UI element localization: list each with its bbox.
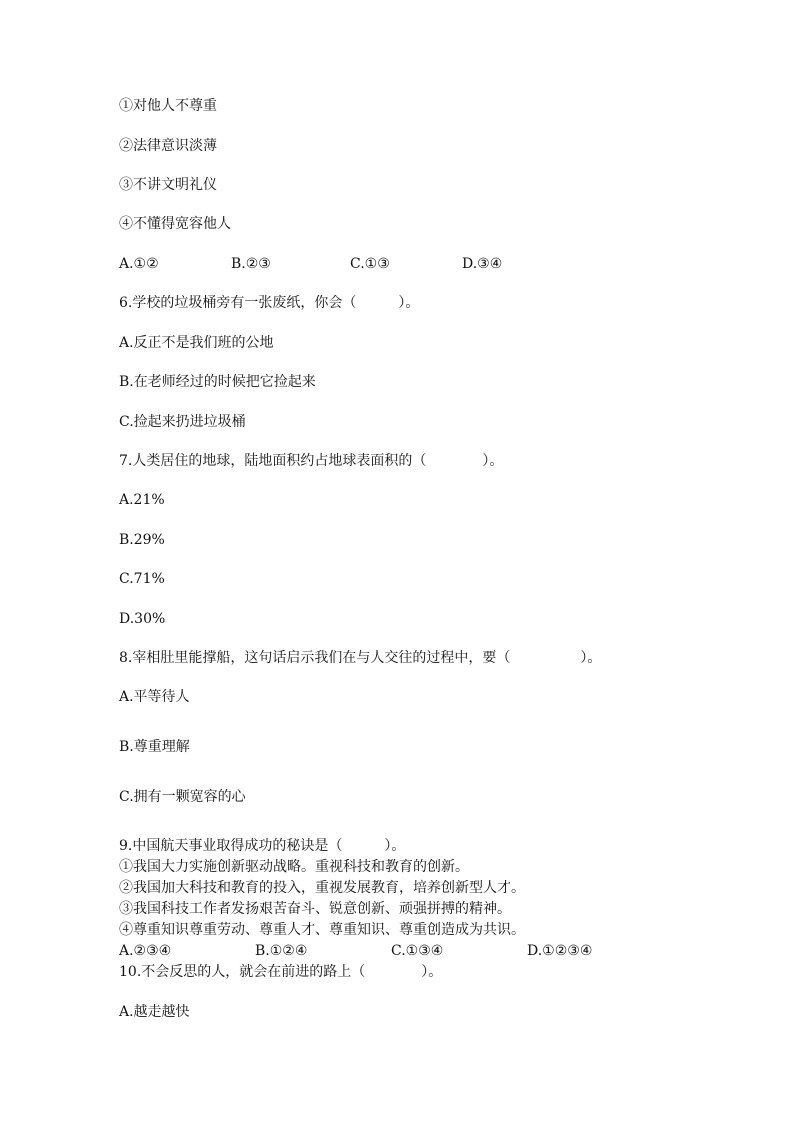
q9-stem: 9.中国航天事业取得成功的秘诀是（ ）。 (119, 838, 406, 854)
q8-option-c: C.拥有一颗宽容的心 (119, 789, 246, 805)
q5-item-3: ③不讲文明礼仪 (119, 177, 217, 193)
q5-item-1: ①对他人不尊重 (119, 98, 217, 114)
q6-option-b: B.在老师经过的时候把它捡起来 (119, 374, 316, 390)
q5-item-4: ④不懂得宽容他人 (119, 216, 231, 232)
q8-option-b: B.尊重理解 (119, 739, 190, 755)
q8-option-a: A.平等待人 (119, 689, 190, 705)
q5-option-b: B.②③ (231, 256, 271, 272)
q9-option-a: A.②③④ (119, 943, 172, 959)
q9-option-c: C.①③④ (391, 943, 444, 959)
q10-stem: 10.不会反思的人，就会在前进的路上（ ）。 (119, 964, 443, 980)
q9-option-b: B.①②④ (255, 943, 308, 959)
q8-stem: 8.宰相肚里能撑船，这句话启示我们在与人交往的过程中，要（ ）。 (119, 650, 602, 666)
q5-option-d: D.③④ (462, 256, 503, 272)
q7-stem: 7.人类居住的地球，陆地面积约占地球表面积的（ ）。 (119, 453, 504, 469)
q7-option-b: B.29% (119, 532, 165, 548)
q7-option-d: D.30% (119, 611, 166, 627)
q5-option-c: C.①③ (350, 256, 390, 272)
q9-option-d: D.①②③④ (527, 943, 593, 959)
q6-option-c: C.捡起来扔进垃圾桶 (119, 414, 246, 430)
q9-item-2: ②我国加大科技和教育的投入，重视发展教育，培养创新型人才。 (119, 880, 525, 896)
q5-option-a: A.①② (119, 256, 159, 272)
q10-option-a: A.越走越快 (119, 1004, 190, 1020)
q5-item-2: ②法律意识淡薄 (119, 138, 217, 154)
q9-item-1: ①我国大力实施创新驱动战略。重视科技和教育的创新。 (119, 859, 469, 875)
q7-option-c: C.71% (119, 571, 165, 587)
q6-stem: 6.学校的垃圾桶旁有一张废纸，你会（ ）。 (119, 295, 420, 311)
q6-option-a: A.反正不是我们班的公地 (119, 335, 274, 351)
q7-option-a: A.21% (119, 492, 165, 508)
q9-item-4: ④尊重知识尊重劳动、尊重人才、尊重知识、尊重创造成为共识。 (119, 922, 525, 938)
q9-item-3: ③我国科技工作者发扬艰苦奋斗、锐意创新、顽强拼搏的精神。 (119, 901, 511, 917)
